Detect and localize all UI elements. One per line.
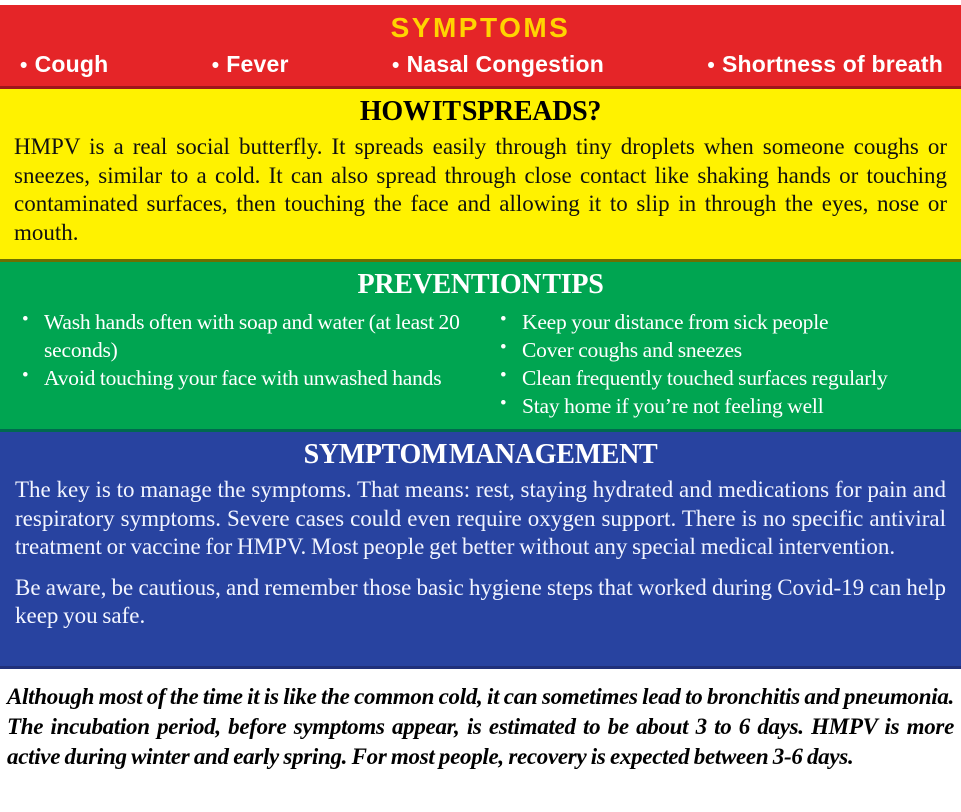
footer-text: Although most of the time it is like the common cold, it can sometimes lead to bronchitis and pneumonia. The incubation period, before symptoms appear, is estimated to be about 3 to 6 days. HMPV is more active during winter and early spring. For most people, recovery is expected between 3-6 days. <box>7 684 954 769</box>
symptom-label: Cough <box>34 51 109 77</box>
how-it-spreads-section <box>0 89 961 262</box>
bullet-icon: • <box>22 309 29 330</box>
prevention-tips-title: PREVENTION TIPS <box>357 269 604 300</box>
symptom-management-title: SYMPTOM MANAGEMENT <box>303 439 658 470</box>
symptom-item-shortness-of-breath <box>707 53 943 76</box>
prevention-item-label: Stay home if you’re not feeling well <box>522 393 824 418</box>
how-it-spreads-title: HOW IT SPREADS? <box>359 96 602 127</box>
prevention-item-label: Avoid touching your face with unwashed hands <box>44 365 442 390</box>
prevention-item-label: Wash hands often with soap and water (at least 20 seconds) <box>44 310 460 362</box>
symptom-item-cough <box>20 53 108 76</box>
prevention-list-right <box>488 309 951 421</box>
bullet-icon: • <box>500 336 507 358</box>
prevention-item <box>488 309 951 337</box>
symptom-label: Nasal Congestion <box>406 51 605 77</box>
prevention-item <box>10 309 488 365</box>
footer-section <box>0 682 961 812</box>
prevention-item <box>10 365 488 393</box>
symptoms-title: SYMPTOMS <box>390 12 571 43</box>
prevention-item <box>488 337 951 365</box>
symptom-item-fever <box>212 53 289 76</box>
bullet-icon: • <box>500 392 507 414</box>
bullet-icon: • <box>707 54 715 77</box>
symptom-management-paragraph: Be aware, be cautious, and remember those basic hygiene steps that worked during Covid-19 can help keep you safe. <box>15 574 946 629</box>
prevention-item-label: Keep your distance from sick people <box>522 310 829 334</box>
bullet-icon: • <box>392 54 400 77</box>
symptoms-section <box>0 5 961 89</box>
prevention-tips-columns <box>0 309 961 421</box>
prevention-item-label: Clean frequently touched surfaces regularly <box>522 365 888 390</box>
bullet-icon: • <box>211 54 220 77</box>
symptom-label: Fever <box>226 51 289 77</box>
bullet-icon: • <box>22 364 29 386</box>
prevention-item <box>488 365 951 393</box>
prevention-list-left <box>10 309 488 421</box>
symptom-management-paragraph: The key is to manage the symptoms. That means: rest, staying hydrated and medications for pain and respiratory symptoms. Severe cases could even require oxygen support. There is no specific antiviral treatment or vaccine for HMPV. Most people get better without any special medical intervention. <box>15 477 946 560</box>
symptom-label: Shortness of breath <box>721 51 943 77</box>
prevention-tips-section <box>0 262 961 432</box>
symptom-item-nasal-congestion <box>392 53 604 76</box>
bullet-icon: • <box>500 364 507 386</box>
how-it-spreads-body: HMPV is a real social butterfly. It spreads easily through tiny droplets when someone coughs or sneezes, similar to a cold. It can also spread through close contact like shaking hands or touching contaminated surfaces, then touching the face and allowing it to slip in through the eyes, nose or mouth. <box>14 134 947 245</box>
prevention-item <box>488 393 951 421</box>
symptom-management-section <box>0 432 961 669</box>
bullet-icon: • <box>500 309 507 330</box>
prevention-item-label: Cover coughs and sneezes <box>522 337 742 362</box>
bullet-icon: • <box>20 54 28 77</box>
symptoms-list <box>0 42 961 76</box>
